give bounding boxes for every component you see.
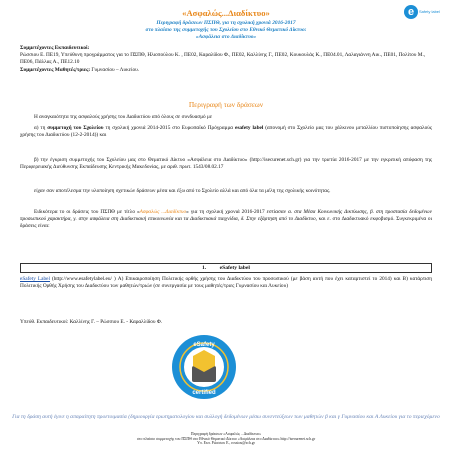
intro-paragraph: Η αναγκαιότητα της ασφαλούς χρήσης του Διαδικτύου από όλους σε συνδυασμό με <box>34 114 213 120</box>
badge-bottom-text: certified <box>192 390 216 396</box>
esafety-logo-text: Safety label <box>419 9 440 14</box>
responsible-teachers: Υπεύθ. Εκπαιδευτικοί: Καλλίνης Γ. – Ρώσσιου Ε. - Καραλλίδου Φ. <box>20 319 163 325</box>
item-b-paragraph: β) την έγκριση συμμετοχής του Σχολείου μας στο Θεματικό Δίκτυο «Ασφάλεια στο Διαδίκτυο» (http://isecurenet.sch.gr) για την τριετία 2016-2017 με την εγκριτική απόφαση της Περιφερειακής Διεύθυνσης Εκπαίδευσης Κεντρικής Μακεδονίας, με αριθ. πρωτ. 1543/08.02.17 <box>20 157 432 171</box>
item-c-paragraph: είχαν σαν αποτέλεσμα την υλοποίηση σχετικών δράσεων μέσα και έξω από το Σχολείο αλλά και από όλα τα μέλη της σχολικής κοινότητας. <box>34 188 331 194</box>
header-subtitle-2: στο πλαίσιο της συμμετοχής του Σχολείου στο Εθνικό Θεματικό Δίκτυο: <box>145 27 307 33</box>
action-table-header <box>20 263 432 273</box>
action-title: eSafety label <box>219 265 250 271</box>
esafety-badge-icon <box>171 334 237 400</box>
esafety-link[interactable]: eSafety Label <box>20 276 50 282</box>
students-value: Γυμνασίου – Λυκείου. <box>91 66 140 73</box>
header-subtitle-1: Περιγραφή δράσεων ΠΣΠΘ, για τη σχολική χρονιά 2016-2017 <box>156 20 296 26</box>
esafety-paragraph: eSafety Label (http://www.esafetylabel.eu/ ) Α) Επικαιροποίηση Πολιτικής ορθής χρήσης του Διαδικτύου του προσωπικού (με βάση αυτή που έχει καταρτιστεί το 2014) και Β) κατάρτιση Πολιτικής Ορθής Χρήσης του Διαδικτύου των μαθητών/τριών (σε συνεργασία με τους μαθητές/τριες Γυμνασίου και Λυκείου) <box>20 276 432 290</box>
footer-line-2: στο πλαίσιο συμμετοχής του ΠΣΠΘ στο Εθνικό Θεματικό Δίκτυο «Ασφάλεια στο Διαδίκτυο» http://isecurenet.sch.gr <box>136 436 316 441</box>
esafety-certified-badge <box>171 334 237 400</box>
footer-italic-paragraph: Για τη δράση αυτή έγινε η απαραίτητη προετοιμασία (δημιουργία ερωτηματολογίου και συλλογή δεδομένων μέσω συνεντεύξεων των μαθητών β και γ Γυμνασίου και Α Λυκείου για το περιεχόμενο <box>12 414 440 420</box>
footer-line-1: Περιγραφή δράσεων «Ασφαλώς ...Διαδίκτυο» <box>190 432 262 436</box>
page-footer <box>0 432 452 446</box>
badge-top-text: eSafety <box>193 342 215 348</box>
teachers-label: Συμμετέχοντες Εκπαιδευτικοί: <box>20 45 90 51</box>
teachers-list: Ρώσσιου Ε. ΠΕ19, Υπεύθυνη προγράμματος για το ΠΣΠΘ, Ηλιοπούλου Κ. , ΠΕ02, Καραλίδου Φ., ΠΕ02, Καλλίνης Γ., ΠΕ02, Κουκουλάς Κ., ΠΕ04.01, Λαλαγιάννη Αικ., ΠΕ01, Πολίτου Μ., ΠΕ06, Πάλλας Α., ΠΕ12.10 <box>20 52 426 66</box>
header-subtitle-3: «Ασφάλεια στο Διαδίκτυο» <box>195 34 257 40</box>
actions-paragraph: Ειδικότερα το οι δράσεις του ΠΣΠΘ με τίτλο «Ασφαλώς ...Διαδίκτυο» για τη σχολική χρονιά 2016-2017 εστίασαν α. στα Μέσα Κοινωνικής Δικτύωσης, β. στη προστασία δεδομένων προσωπικού χαρακτήρα, γ. στην ασφάλεια στη Διαδικτυακή επικοινωνία και τα Διαδικτυακά παιχνίδια, δ. Στην εξάρτηση από το Διαδίκτυο, και ε. στο Διαδικτυακό εκφοβισμό. Συγκεκριμένα οι δράσεις είναι: <box>20 209 433 230</box>
esafety-logo-icon: e <box>404 5 418 19</box>
footer-line-3: Υπ. Εκπ. Ρώσσιου Ε., rossiou@sch.gr <box>197 441 255 446</box>
esafety-logo <box>402 4 442 26</box>
item-a-paragraph: α) τη συμμετοχή του Σχολείου τη σχολική χρονιά 2014-2015 στο Ευρωπαϊκό Πρόγραμμα esafety label (απονομή στο Σχολείο μας του χάλκινου μεταλλίου πιστοποίησης ασφαλούς χρήσης του Διαδικτύου (12-2-2014)) και <box>20 125 432 139</box>
document-title: «Ασφαλώς...Διαδίκτυο» <box>182 8 270 18</box>
teachers-block <box>20 45 432 74</box>
section-heading: Περιγραφή των δράσεων <box>188 100 264 109</box>
action-number: 1. <box>202 265 207 271</box>
students-label: Συμμετέχοντες Μαθητές/τριες: <box>20 66 91 73</box>
